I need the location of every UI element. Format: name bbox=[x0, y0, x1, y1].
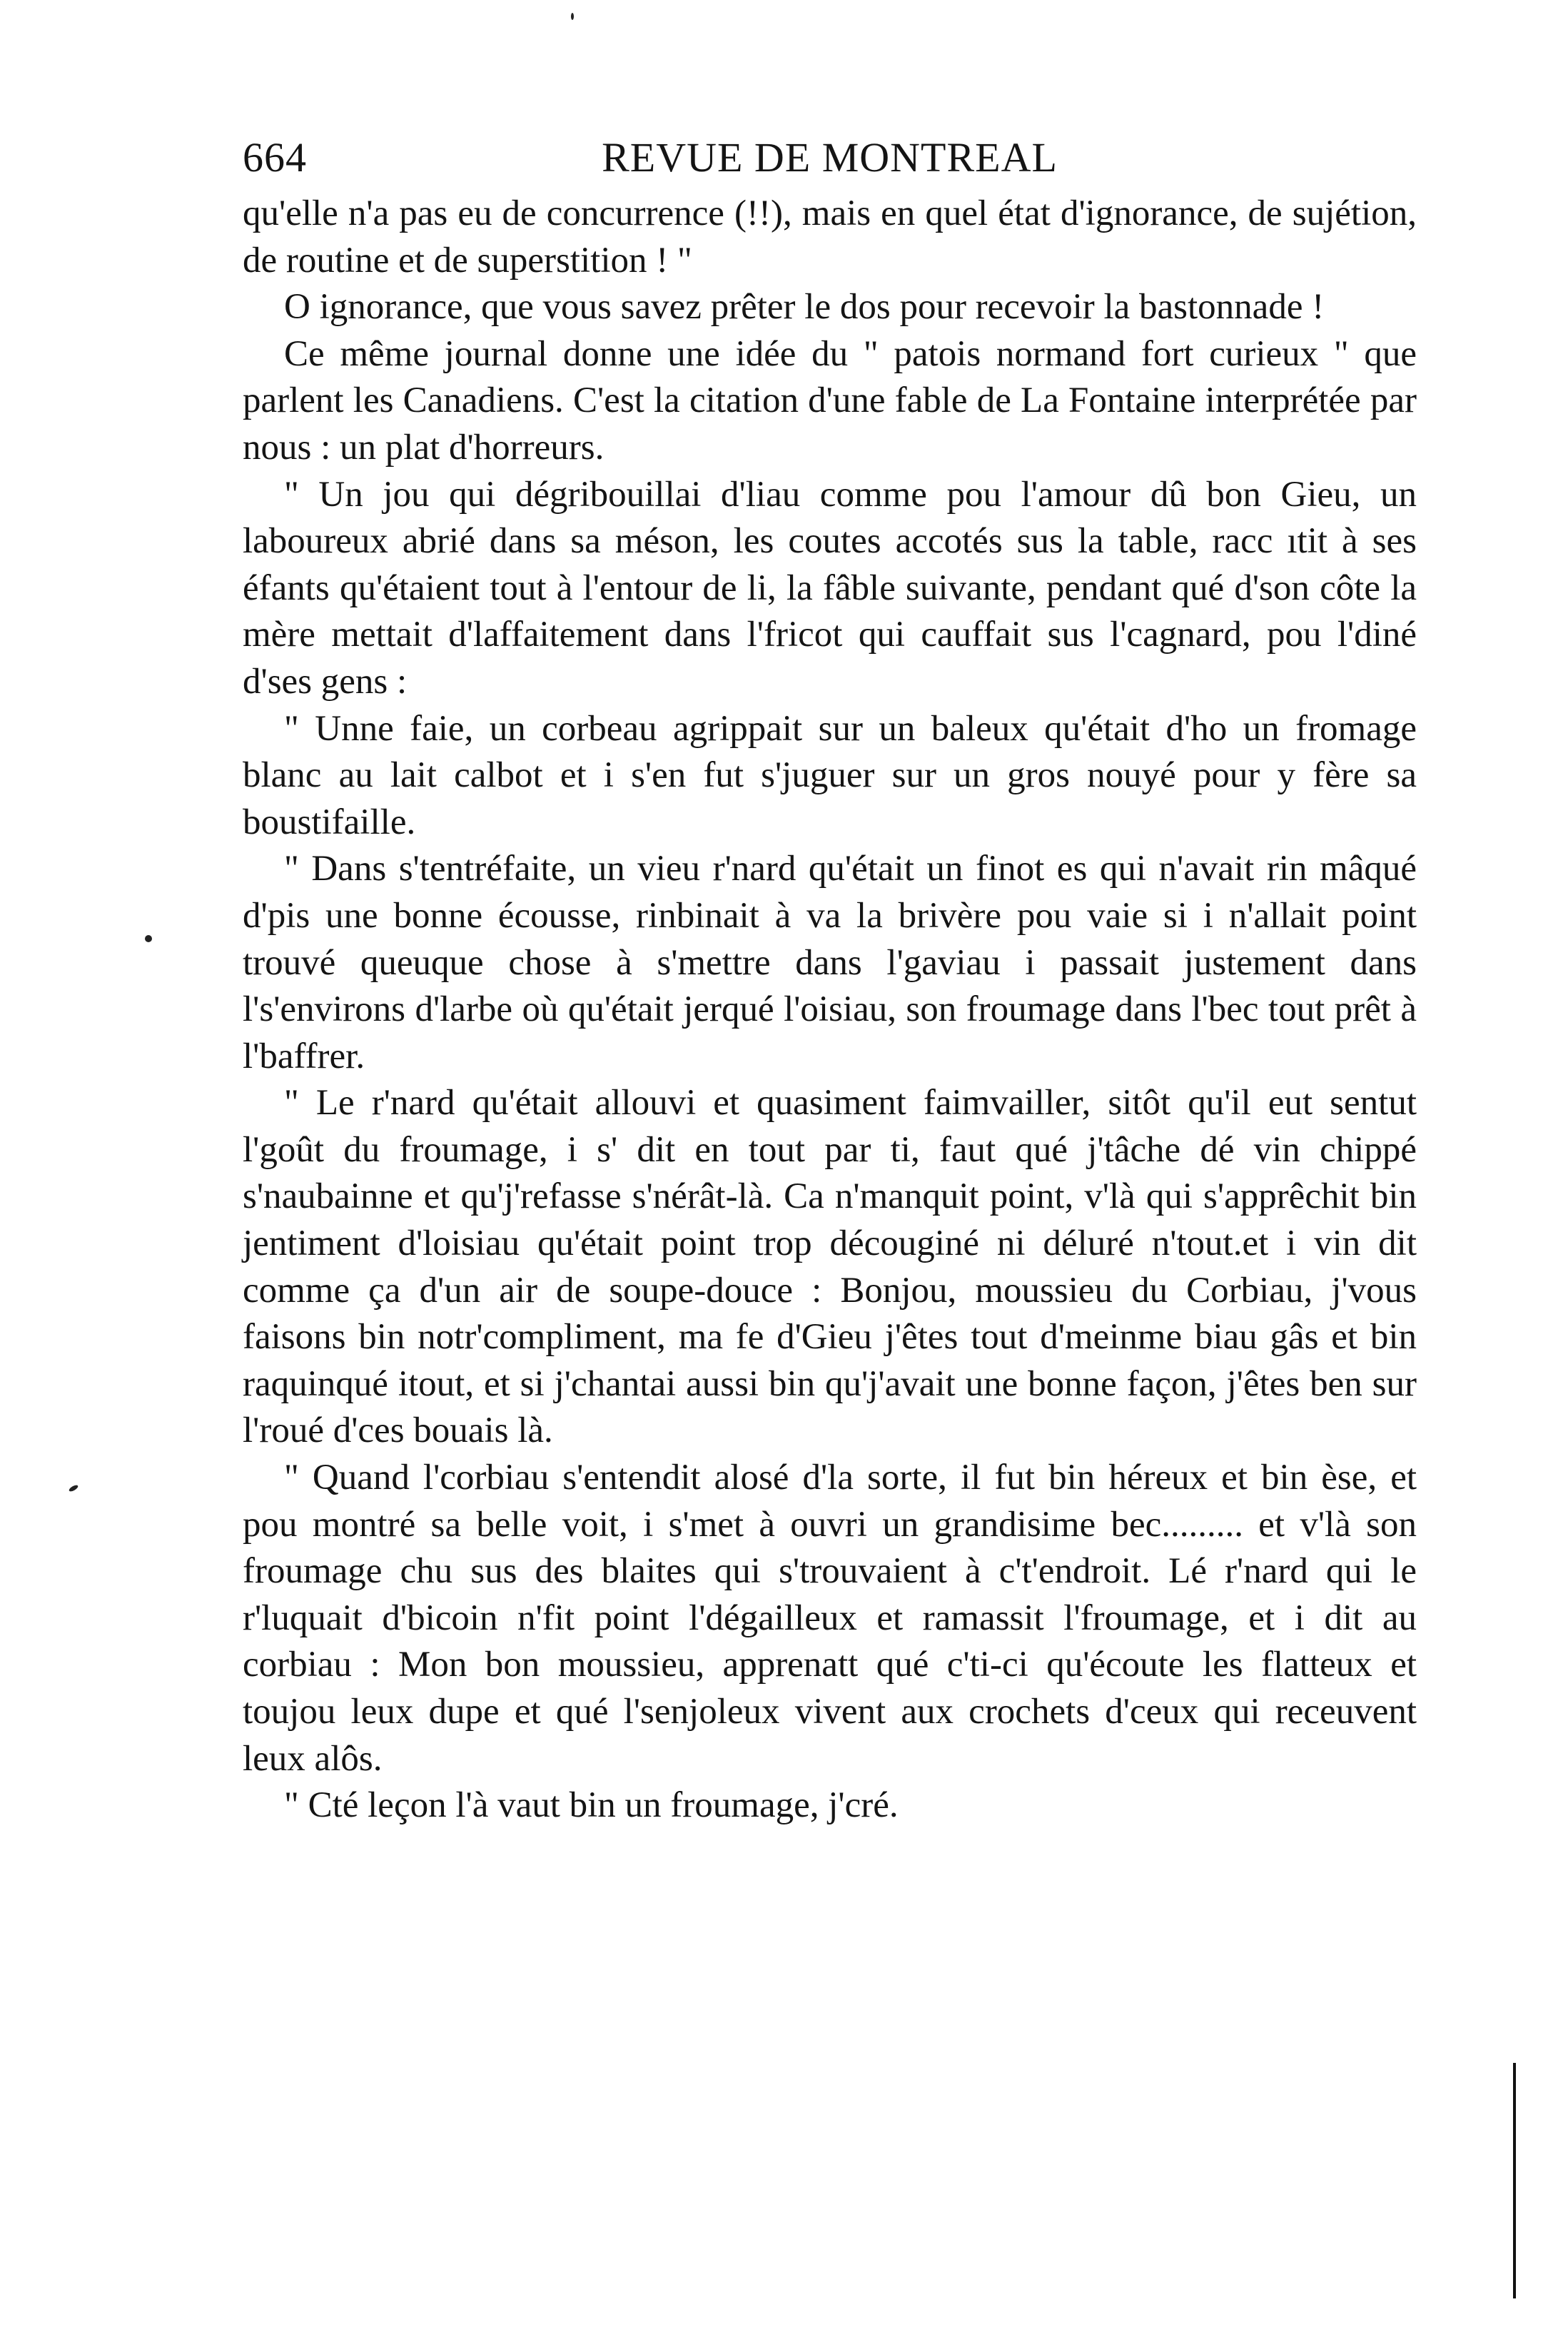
paragraph-fable-crow: " Unne faie, un corbeau agrippait sur un baleux qu'était d'ho un fromage blanc au lait calbot et i s'en fut s'juguer sur un gros nouyé pour y fère sa boustifaille. bbox=[243, 708, 1417, 842]
body-text bbox=[243, 191, 1417, 1829]
book-page bbox=[243, 125, 1417, 1829]
journal-title: REVUE DE MONTREAL bbox=[602, 134, 1058, 181]
paragraph-patois-intro: Ce même journal donne une idée du " patois normand fort curieux " que parlent les Canadiens. C'est la citation d'une fable de La Fontaine interprétée par nous : un plat d'horreurs. bbox=[243, 333, 1417, 468]
paragraph-fable-opening: " Un jou qui dégribouillai d'liau comme pou l'amour dû bon Gieu, un laboureux abrié dans sa méson, les coutes accotés sus la table, racc ıtit à ses éfants qu'étaient tout à l'entour de li, la fâble suivante, pendant qué d'son côte la mère mettait d'laffaitement dans l'fricot qui cauffait sus l'cagnard, pou l'diné d'ses gens : bbox=[243, 474, 1417, 702]
paragraph-intro-continuation: qu'elle n'a pas eu de concurrence (!!), mais en quel état d'ignorance, de sujétion, de routine et de superstition ! " bbox=[243, 193, 1417, 281]
margin-speck bbox=[68, 1484, 79, 1493]
paragraph-fable-flattery: " Le r'nard qu'était allouvi et quasiment faimvailler, sitôt qu'il eut sentut l'goût du froumage, i s' dit en tout par ti, faut qué j'tâche dé vin chippé s'naubainne et qu'j'refasse s'nérât-là. Ca n'manquit point, v'là qui s'apprêchit bin jentiment d'loisiau qu'était point trop découginé ni déluré n'tout.et i vin dit comme ça d'un air de soupe-douce : Bonjou, moussieu du Corbiau, j'vous faisons bin notr'compliment, ma fe d'Gieu j'êtes tout d'meinme biau gâs et bin raquinqué itout, et si j'chantai aussi bin qu'j'avait une bonne façon, j'êtes ben sur l'roué d'ces bouais là. bbox=[243, 1083, 1417, 1451]
page-number: 664 bbox=[243, 134, 307, 181]
running-head bbox=[243, 125, 1417, 191]
paragraph-fable-moral: " Cté leçon l'à vaut bin un froumage, j'cré. bbox=[284, 1785, 899, 1826]
paragraph-ignorance: O ignorance, que vous savez prêter le dos pour recevoir la bastonnade ! bbox=[284, 287, 1325, 328]
margin-rule bbox=[1513, 2063, 1516, 2298]
margin-speck bbox=[571, 13, 574, 20]
paragraph-fable-fox: " Dans s'tentréfaite, un vieu r'nard qu'était un finot es qui n'avait rin mâqué d'pis une bonne écousse, rinbinait à va la brivère pou vaie si i n'allait point trouvé queuque chose à s'mettre dans l'gaviau i passait justement dans l's'environs d'larbe où qu'était jerqué l'oisiau, son froumage dans l'bec tout prêt à l'baffrer. bbox=[243, 849, 1417, 1076]
margin-speck bbox=[145, 935, 152, 942]
paragraph-fable-cheese-falls: " Quand l'corbiau s'entendit alosé d'la sorte, il fut bin héreux et bin èse, et pou montré sa belle voit, i s'met à ouvri un grandisime bec......... et v'là son froumage chu sus des blaites qui s'trouvaient à c't'endroit. Lé r'nard qui le r'luquait d'bicoin n'fit point l'dégailleux et ramassit l'froumage, et i dit au corbiau : Mon bon moussieu, apprenatt qué c'ti-ci qu'écoute les flatteux et toujou leux dupe et qué l'senjoleux vivent aux crochets d'ceux qui receuvent leux alôs. bbox=[243, 1458, 1417, 1779]
